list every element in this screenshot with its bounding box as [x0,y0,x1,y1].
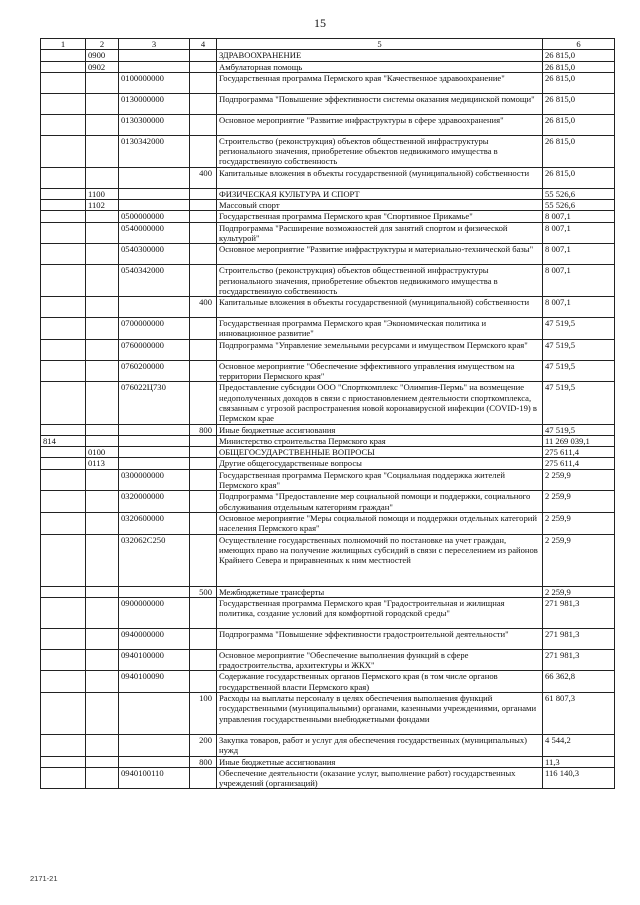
cell-c4 [190,188,217,199]
cell-c1 [41,93,86,114]
cell-name: Массовый спорт [217,200,543,211]
cell-c1 [41,424,86,435]
cell-c2 [86,114,119,135]
cell-amount: 55 526,6 [543,200,615,211]
cell-c2 [86,469,119,491]
cell-amount: 2 259,9 [543,534,615,586]
cell-amount: 8 007,1 [543,265,615,297]
cell-name: ОБЩЕГОСУДАРСТВЕННЫЕ ВОПРОСЫ [217,447,543,458]
cell-c1 [41,318,86,340]
table-row [41,50,615,61]
cell-c1 [41,135,86,167]
table-row [41,93,615,114]
cell-c1 [41,767,86,789]
cell-c2: 0113 [86,458,119,469]
table-row [41,435,615,446]
cell-c1 [41,50,86,61]
cell-c1 [41,360,86,382]
cell-c3: 0300000000 [119,469,190,491]
cell-c4 [190,211,217,222]
cell-c3: 0320000000 [119,491,190,513]
cell-c1 [41,458,86,469]
cell-c1 [41,265,86,297]
cell-name: Основное мероприятие "Развитие инфраструктуры и материально-технической базы" [217,244,543,265]
cell-amount: 2 259,9 [543,491,615,513]
table-row [41,244,615,265]
cell-name: Государственная программа Пермского края "Социальная поддержка жителей Пермского края" [217,469,543,491]
budget-table [40,38,615,789]
cell-c4 [190,222,217,244]
cell-c2 [86,692,119,734]
cell-name: Подпрограмма "Расширение возможностей для занятий спортом и физической культурой" [217,222,543,244]
cell-c1 [41,447,86,458]
cell-amount: 8 007,1 [543,297,615,318]
cell-c1 [41,200,86,211]
cell-amount: 55 526,6 [543,188,615,199]
cell-c3: 0130342000 [119,135,190,167]
cell-c1 [41,491,86,513]
cell-c1 [41,61,86,72]
cell-c2 [86,649,119,671]
cell-c2: 0100 [86,447,119,458]
cell-amount: 26 815,0 [543,167,615,188]
cell-amount: 47 519,5 [543,424,615,435]
cell-c4 [190,93,217,114]
header-cell: 3 [119,39,190,50]
cell-c4: 400 [190,167,217,188]
cell-c1 [41,188,86,199]
table-row [41,767,615,789]
cell-c2: 0900 [86,50,119,61]
cell-c3: 0900000000 [119,597,190,628]
cell-c1 [41,649,86,671]
cell-c2 [86,135,119,167]
cell-amount: 2 259,9 [543,512,615,534]
footer-document-code: 2171-21 [30,874,58,883]
cell-name: Закупка товаров, работ и услуг для обеспечения государственных (муниципальных) нужд [217,734,543,756]
cell-c4 [190,318,217,340]
cell-c3 [119,435,190,446]
cell-amount: 26 815,0 [543,114,615,135]
table-row [41,318,615,340]
cell-c4 [190,649,217,671]
cell-c1 [41,382,86,424]
cell-c4 [190,458,217,469]
cell-amount: 2 259,9 [543,469,615,491]
cell-c2 [86,491,119,513]
cell-amount: 61 807,3 [543,692,615,734]
table-row [41,628,615,649]
cell-c4 [190,360,217,382]
cell-name: Амбулаторная помощь [217,61,543,72]
cell-amount: 26 815,0 [543,72,615,93]
cell-c4: 500 [190,586,217,597]
cell-amount: 26 815,0 [543,50,615,61]
cell-c3 [119,692,190,734]
cell-amount: 271 981,3 [543,649,615,671]
cell-c4: 400 [190,297,217,318]
cell-c4 [190,597,217,628]
table-row [41,339,615,360]
cell-amount: 2 259,9 [543,586,615,597]
cell-c1 [41,469,86,491]
cell-c3: 0500000000 [119,211,190,222]
cell-c3: 0320600000 [119,512,190,534]
cell-c2 [86,297,119,318]
cell-name: Основное мероприятие "Развитие инфраструктуры в сфере здравоохранения" [217,114,543,135]
cell-c4 [190,671,217,693]
cell-amount: 8 007,1 [543,211,615,222]
cell-c4 [190,447,217,458]
cell-c4 [190,339,217,360]
cell-c3: 0940100000 [119,649,190,671]
cell-name: Предоставление субсидии ООО "Спорткомплекс "Олимпия-Пермь" на возмещение недополученных доходов в связи с приостановлением деятельности спорткомплекса, связанным с угрозой распространения новой коронавирусной инфекции (COVID-19) в Пермском крае [217,382,543,424]
cell-amount: 4 544,2 [543,734,615,756]
cell-c2 [86,244,119,265]
cell-amount: 116 140,3 [543,767,615,789]
cell-amount: 271 981,3 [543,628,615,649]
cell-c4 [190,200,217,211]
table-row [41,447,615,458]
cell-c3 [119,167,190,188]
table-row [41,135,615,167]
cell-c3 [119,586,190,597]
table-row [41,265,615,297]
cell-c3 [119,61,190,72]
cell-c4: 800 [190,424,217,435]
header-cell: 6 [543,39,615,50]
cell-c2 [86,734,119,756]
table-row [41,360,615,382]
cell-c4 [190,512,217,534]
cell-c1 [41,692,86,734]
page-number: 15 [314,16,326,30]
cell-c1 [41,628,86,649]
cell-name: Подпрограмма "Повышение эффективности системы оказания медицинской помощи" [217,93,543,114]
cell-c4 [190,135,217,167]
cell-c1 [41,534,86,586]
table-row [41,424,615,435]
cell-c1 [41,244,86,265]
table-row [41,671,615,693]
cell-amount: 47 519,5 [543,382,615,424]
table-row [41,597,615,628]
table-row [41,72,615,93]
cell-name: Государственная программа Пермского края "Качественное здравоохранение" [217,72,543,93]
cell-c1 [41,586,86,597]
cell-amount: 275 611,4 [543,447,615,458]
cell-c2 [86,756,119,767]
cell-c3 [119,200,190,211]
header-cell: 2 [86,39,119,50]
cell-c2 [86,512,119,534]
cell-name: Основное мероприятие "Меры социальной помощи и поддержки отдельных категорий населения Пермского края" [217,512,543,534]
cell-amount: 8 007,1 [543,244,615,265]
cell-c2 [86,767,119,789]
cell-name: Осуществление государственных полномочий по постановке на учет граждан, имеющих право на получение жилищных субсидий в связи с переселением из районов Крайнего Севера и приравненных к ним местностей [217,534,543,586]
cell-c2 [86,222,119,244]
table-row [41,649,615,671]
cell-c3: 0130000000 [119,93,190,114]
table-row [41,382,615,424]
cell-c3 [119,424,190,435]
cell-c3: 076022Ц730 [119,382,190,424]
cell-c3 [119,188,190,199]
cell-c4 [190,534,217,586]
cell-c2 [86,339,119,360]
cell-c2 [86,435,119,446]
cell-amount: 11 269 039,1 [543,435,615,446]
cell-c1 [41,167,86,188]
table-row [41,491,615,513]
cell-c2 [86,628,119,649]
cell-c2: 1100 [86,188,119,199]
cell-name: Расходы на выплаты персоналу в целях обеспечения выполнения функций государственными (муниципальными) органами, казенными учреждениями, органами управления государственными внебюджетными фондами [217,692,543,734]
cell-name: Межбюджетные трансферты [217,586,543,597]
cell-c4 [190,382,217,424]
header-cell: 4 [190,39,217,50]
cell-c4 [190,244,217,265]
cell-c3 [119,756,190,767]
cell-name: Государственная программа Пермского края "Спортивное Прикамье" [217,211,543,222]
cell-c3: 0760200000 [119,360,190,382]
table-row [41,512,615,534]
cell-name: Министерство строительства Пермского края [217,435,543,446]
table-row [41,200,615,211]
cell-c2 [86,671,119,693]
cell-c2 [86,72,119,93]
cell-name: Основное мероприятие "Обеспечение выполнения функций в сфере градостроительства, архитектуры и ЖКХ" [217,649,543,671]
cell-c4: 100 [190,692,217,734]
cell-c3: 032062С250 [119,534,190,586]
cell-c4 [190,435,217,446]
cell-c1 [41,114,86,135]
cell-c1 [41,597,86,628]
cell-amount: 47 519,5 [543,360,615,382]
table-row [41,167,615,188]
cell-c2 [86,360,119,382]
table-row [41,61,615,72]
cell-c3: 0100000000 [119,72,190,93]
cell-name: Иные бюджетные ассигнования [217,756,543,767]
table-row [41,297,615,318]
cell-c4: 800 [190,756,217,767]
cell-amount: 271 981,3 [543,597,615,628]
cell-c4 [190,628,217,649]
cell-c3: 0940100110 [119,767,190,789]
cell-c4 [190,72,217,93]
cell-c2 [86,586,119,597]
table-row [41,211,615,222]
cell-c3: 0940100090 [119,671,190,693]
table-row [41,222,615,244]
cell-name: Другие общегосударственные вопросы [217,458,543,469]
cell-amount: 26 815,0 [543,93,615,114]
cell-name: Иные бюджетные ассигнования [217,424,543,435]
cell-c2 [86,597,119,628]
table-row [41,458,615,469]
cell-c1 [41,211,86,222]
cell-amount: 47 519,5 [543,318,615,340]
cell-c3: 0940000000 [119,628,190,649]
cell-c2 [86,211,119,222]
cell-c3: 0540342000 [119,265,190,297]
cell-c4 [190,491,217,513]
cell-name: Капитальные вложения в объекты государственной (муниципальной) собственности [217,167,543,188]
cell-name: Государственная программа Пермского края "Экономическая политика и инновационное развитие" [217,318,543,340]
cell-c4 [190,265,217,297]
budget-table-body [41,39,615,789]
cell-c2 [86,382,119,424]
cell-c1 [41,756,86,767]
cell-c2 [86,424,119,435]
cell-c1 [41,671,86,693]
cell-c2 [86,93,119,114]
cell-name: Содержание государственных органов Пермского края (в том числе органов государственной власти Пермского края) [217,671,543,693]
cell-name: Подпрограмма "Управление земельными ресурсами и имуществом Пермского края" [217,339,543,360]
cell-amount: 26 815,0 [543,135,615,167]
cell-amount: 66 362,8 [543,671,615,693]
cell-name: Обеспечение деятельности (оказание услуг, выполнение работ) государственных учреждений (организаций) [217,767,543,789]
cell-c2 [86,534,119,586]
cell-name: Строительство (реконструкция) объектов общественной инфраструктуры регионального значения, приобретение объектов недвижимого имущества в государственную собственность [217,265,543,297]
cell-c3 [119,458,190,469]
cell-c2 [86,318,119,340]
cell-amount: 26 815,0 [543,61,615,72]
cell-name: Капитальные вложения в объекты государственной (муниципальной) собственности [217,297,543,318]
cell-name: Государственная программа Пермского края "Градостроительная и жилищная политика, создание условий для комфортной городской среды" [217,597,543,628]
cell-c1: 814 [41,435,86,446]
cell-name: Подпрограмма "Предоставление мер социальной помощи и поддержки, социального обслуживания отдельным категориям граждан" [217,491,543,513]
cell-c1 [41,72,86,93]
cell-c3: 0760000000 [119,339,190,360]
cell-c3 [119,447,190,458]
cell-c1 [41,734,86,756]
cell-c4: 200 [190,734,217,756]
cell-name: Строительство (реконструкция) объектов общественной инфраструктуры регионального значения, приобретение объектов недвижимого имущества в государственную собственность [217,135,543,167]
cell-c1 [41,222,86,244]
cell-c4 [190,50,217,61]
cell-amount: 47 519,5 [543,339,615,360]
cell-c3: 0540000000 [119,222,190,244]
cell-c3: 0540300000 [119,244,190,265]
cell-c1 [41,512,86,534]
table-row [41,734,615,756]
cell-c2: 1102 [86,200,119,211]
cell-c1 [41,297,86,318]
cell-name: Основное мероприятие "Обеспечение эффективного управления имуществом на территории Пермского края" [217,360,543,382]
table-row [41,534,615,586]
cell-c4 [190,469,217,491]
cell-amount: 11,3 [543,756,615,767]
table-row [41,188,615,199]
cell-amount: 8 007,1 [543,222,615,244]
cell-name: Подпрограмма "Повышение эффективности градостроительной деятельности" [217,628,543,649]
cell-c1 [41,339,86,360]
cell-name: ЗДРАВООХРАНЕНИЕ [217,50,543,61]
header-cell: 5 [217,39,543,50]
cell-c3: 0700000000 [119,318,190,340]
cell-c2 [86,167,119,188]
cell-amount: 275 611,4 [543,458,615,469]
cell-c4 [190,114,217,135]
cell-c3 [119,734,190,756]
cell-name: ФИЗИЧЕСКАЯ КУЛЬТУРА И СПОРТ [217,188,543,199]
header-cell: 1 [41,39,86,50]
table-row [41,469,615,491]
table-row [41,114,615,135]
cell-c3 [119,50,190,61]
cell-c4 [190,767,217,789]
table-row [41,586,615,597]
table-row [41,756,615,767]
cell-c4 [190,61,217,72]
table-header-row [41,39,615,50]
cell-c2: 0902 [86,61,119,72]
table-row [41,692,615,734]
cell-c3 [119,297,190,318]
cell-c3: 0130300000 [119,114,190,135]
cell-c2 [86,265,119,297]
